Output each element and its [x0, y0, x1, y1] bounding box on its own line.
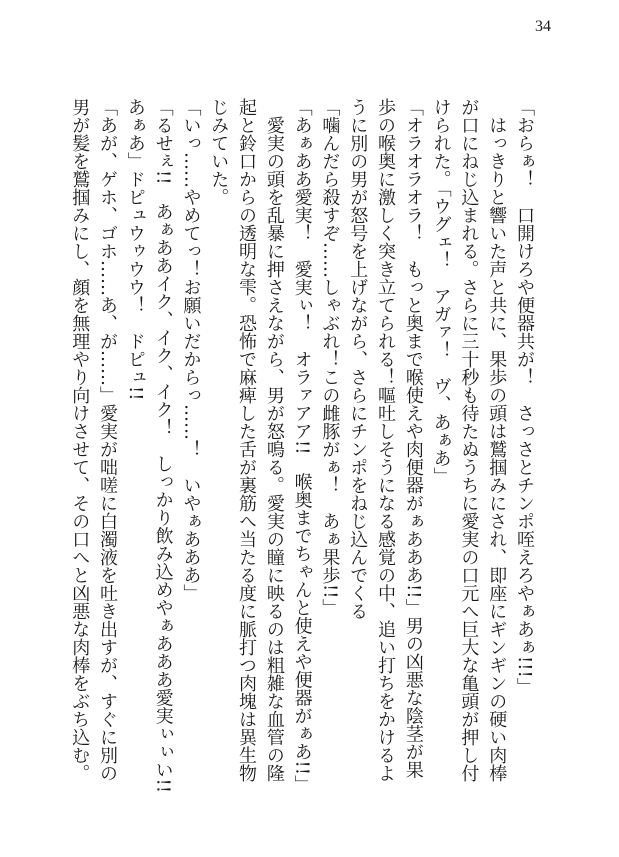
text-line: けられた。「ウグェ！ アガァ！ ヴ、あぁあ」 [430, 98, 452, 485]
text-line: 歩の喉奥に激しく突き立てられる！嘔吐しそうになる感覚の中、追い打ちをかけるよ [375, 98, 397, 782]
text-line: はっきりと響いた声と共に、果歩の頭は鷲掴みにされ、即座にギンギンの硬い肉棒 [486, 98, 508, 782]
text-line: 「オラオラオラ！ もっと奥まで喉使えや肉便器がぁあああ!!」男の凶悪な陰茎が果 [402, 98, 424, 779]
page-number: 34 [535, 18, 551, 35]
text-line: 「あぁああ愛実！ 愛実ぃ！ オラァアア!! 喉奥までちゃんと使えや便器がぁあ!!」 [291, 98, 313, 793]
text-line: 「いっ……やめてっ！お願いだからっ……！ いやぁあああ」 [180, 98, 202, 602]
text-line: 愛実の頭を乱暴に押さえながら、男が怒鳴る。愛実の瞳に映るのは粗雑な血管の隆 [263, 98, 285, 782]
text-line: うに別の男が怒号を上げながら、さらにチンポをねじ込んでくる [347, 98, 369, 620]
text-line: が口にねじ込まれる。さらに三十秒も待たぬうちに愛実の口元へ巨大な亀頭が押し付 [458, 98, 480, 782]
text-line: 「あが、ゲホ、ゴホ……あ、が……」愛実が咄嗟に白濁液を吐き出すが、すぐに別の [97, 98, 119, 782]
vertical-body-text [64, 98, 538, 818]
text-line: あぁあ」ドピュウゥウウ！ ドピュ!! [124, 98, 146, 401]
text-line: 「おらぁ！ 口開けろや便器共が！ さっさとチンポ咥えろやぁあぁ!!!」 [514, 98, 535, 696]
text-line: 起と鈴口からの透明な雫。恐怖で麻痺した舌が裏筋へ当たる度に脈打つ肉塊は異生物 [236, 98, 258, 782]
text-line: 「るせぇ!! あぁああイク、イク、イク！ しっかり飲み込めやぁあああ愛実ぃぃい!! [152, 98, 174, 793]
text-line: じみていた。 [208, 98, 230, 206]
text-line: 「噛んだら殺すぞ……しゃぶれ！この雌豚がぁ！ あぁ果歩!!」 [319, 98, 341, 617]
text-line: 男が髪を鷲掴みにし、顔を無理やり向けさせて、その口へと凶悪な肉棒をぶち込む。 [69, 98, 91, 782]
